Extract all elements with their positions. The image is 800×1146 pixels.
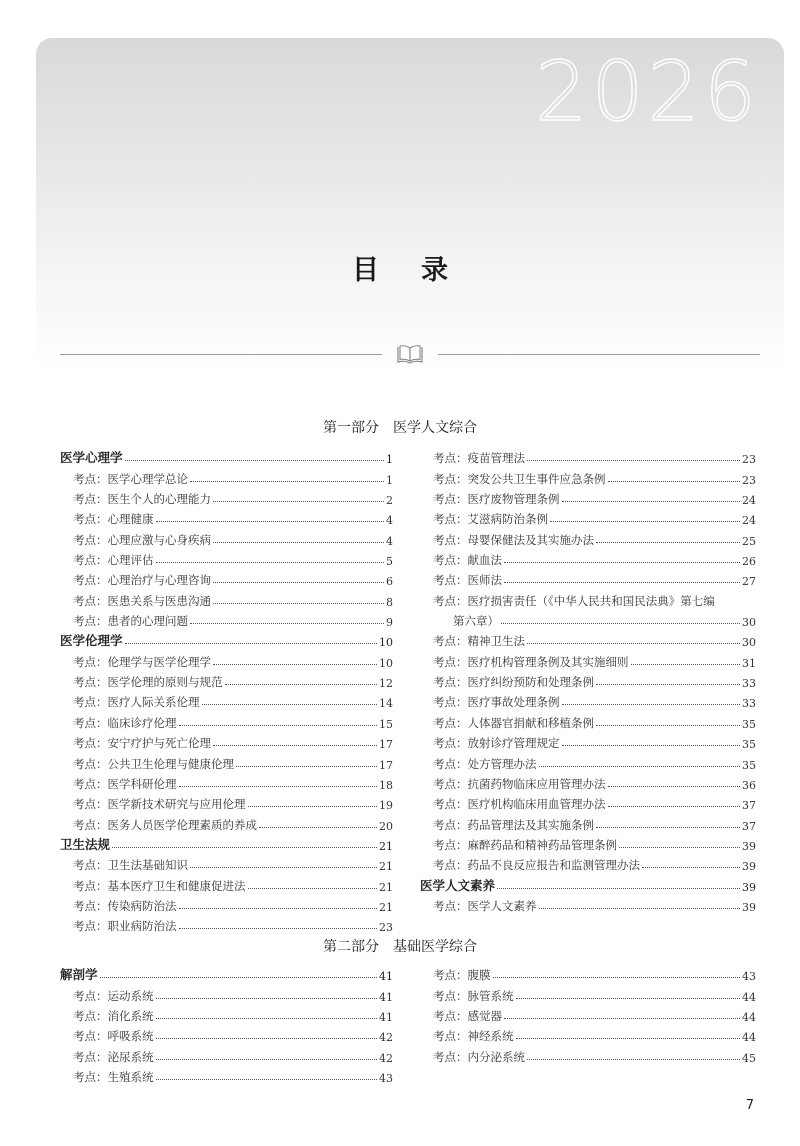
toc-entry-page: 10: [379, 656, 393, 670]
open-book-icon: [396, 343, 424, 365]
toc-entry-page: 30: [742, 636, 756, 650]
toc-dot-leader: [493, 977, 741, 978]
toc-topic-entry[interactable]: [60, 914, 393, 934]
toc-entry-label: 考点：医疗纠纷预防和处理条例: [433, 675, 594, 690]
toc-entry-label: 考点：呼吸系统: [73, 1029, 154, 1044]
divider-line-left: [60, 354, 382, 355]
toc-topic-entry[interactable]: [420, 751, 756, 771]
toc-dot-leader: [596, 542, 740, 543]
toc-topic-entry[interactable]: [420, 833, 756, 853]
toc-dot-leader: [179, 786, 378, 787]
toc-topic-entry[interactable]: [420, 548, 756, 568]
toc-dot-leader: [248, 888, 378, 889]
toc-entry-label: 考点：医疗事故处理条例: [433, 695, 560, 710]
toc-dot-leader: [112, 847, 377, 848]
toc-entry-label: 考点：献血法: [433, 553, 502, 568]
toc-entry-label: 第六章）: [453, 614, 499, 629]
toc-chapter-entry[interactable]: [60, 833, 393, 853]
toc-topic-entry[interactable]: [420, 894, 756, 914]
part-two-right-column: [420, 963, 756, 1065]
toc-topic-entry[interactable]: [420, 629, 756, 649]
toc-entry-label: 考点：人体器官捐献和移植条例: [433, 715, 594, 730]
toc-entry-label: 考点：母婴保健法及其实施办法: [433, 532, 594, 547]
toc-topic-entry[interactable]: [420, 963, 756, 983]
toc-dot-leader: [504, 1018, 740, 1019]
toc-entry-page: 5: [386, 555, 393, 569]
toc-topic-entry[interactable]: [420, 690, 756, 710]
toc-dot-leader: [608, 786, 741, 787]
toc-entry-label: 考点：医学新技术研究与应用伦理: [73, 797, 246, 812]
toc-topic-entry[interactable]: [420, 568, 756, 588]
toc-topic-entry[interactable]: [60, 1024, 393, 1044]
toc-dot-leader: [608, 806, 741, 807]
toc-dot-leader: [213, 664, 377, 665]
title-divider: [60, 343, 760, 365]
toc-entry-label: 考点：医疗机构临床用血管理办法: [433, 797, 606, 812]
toc-dot-leader: [125, 643, 377, 644]
toc-dot-leader: [497, 888, 740, 889]
part-one-left-column: [60, 446, 393, 934]
toc-entry-label: 医学伦理学: [60, 633, 123, 649]
toc-topic-entry[interactable]: [60, 527, 393, 547]
toc-entry-label: 考点：医务人员医学伦理素质的养成: [73, 817, 257, 832]
toc-entry-page: 24: [742, 514, 756, 528]
toc-entry-page: 2: [386, 494, 393, 508]
toc-topic-entry[interactable]: [60, 568, 393, 588]
toc-entry-label: 考点：运动系统: [73, 988, 154, 1003]
toc-entry-page: 14: [379, 697, 393, 711]
toc-dot-leader: [619, 847, 740, 848]
toc-dot-leader: [156, 1079, 378, 1080]
toc-entry-page: 25: [742, 534, 756, 548]
toc-entry-label: 考点：心理应激与心身疾病: [73, 532, 211, 547]
toc-dot-leader: [596, 827, 740, 828]
toc-topic-entry[interactable]: [420, 812, 756, 832]
toc-entry-label: 考点：安宁疗护与死亡伦理: [73, 736, 211, 751]
toc-dot-leader: [596, 684, 740, 685]
toc-entry-label: 考点：医疗废物管理条例: [433, 492, 560, 507]
toc-entry-label: 考点：传染病防治法: [73, 898, 177, 913]
part-two-title: 第二部分 基础医学综合: [323, 939, 477, 955]
toc-entry-page: 1: [386, 473, 393, 487]
toc-dot-leader: [527, 460, 740, 461]
toc-entry-label: 考点：患者的心理问题: [73, 614, 188, 629]
toc-topic-entry[interactable]: [420, 527, 756, 547]
toc-topic-entry[interactable]: [420, 1004, 756, 1024]
toc-topic-entry[interactable]: [60, 466, 393, 486]
toc-dot-leader: [179, 928, 378, 929]
toc-dot-leader: [516, 1038, 741, 1039]
toc-dot-leader: [562, 704, 741, 705]
toc-entry-page: 35: [742, 717, 756, 731]
toc-topic-entry[interactable]: [420, 983, 756, 1003]
toc-dot-leader: [156, 1038, 378, 1039]
toc-entry-label: 考点：药品不良反应报告和监测管理办法: [433, 858, 640, 873]
toc-entry-label: 考点：医患关系与医患沟通: [73, 593, 211, 608]
toc-chapter-entry[interactable]: [60, 446, 393, 466]
toc-topic-entry[interactable]: [60, 731, 393, 751]
toc-entry-page: 41: [379, 990, 393, 1004]
toc-entry-page: 37: [742, 799, 756, 813]
toc-entry-label: 考点：伦理学与医学伦理学: [73, 654, 211, 669]
toc-entry-label: 考点：放射诊疗管理规定: [433, 736, 560, 751]
toc-dot-leader: [156, 562, 385, 563]
toc-dot-leader: [501, 623, 740, 624]
toc-entry-label: 医学心理学: [60, 450, 123, 466]
toc-entry-page: 39: [742, 839, 756, 853]
toc-dot-leader: [213, 603, 384, 604]
toc-entry-label: 考点：医生个人的心理能力: [73, 492, 211, 507]
toc-dot-leader: [213, 542, 384, 543]
part-one-right-column: [420, 446, 756, 914]
toc-entry-page: 45: [742, 1051, 756, 1065]
toc-topic-entry[interactable]: [420, 446, 756, 466]
toc-dot-leader: [125, 460, 384, 461]
toc-dot-leader: [213, 745, 377, 746]
toc-entry-label: 考点：药品管理法及其实施条例: [433, 817, 594, 832]
toc-entry-page: 39: [742, 900, 756, 914]
toc-dot-leader: [562, 745, 741, 746]
toc-dot-leader: [259, 827, 377, 828]
toc-topic-entry[interactable]: [420, 466, 756, 486]
toc-entry-page: 27: [742, 575, 756, 589]
toc-entry-page: 39: [742, 880, 756, 894]
toc-entry-page: 18: [379, 778, 393, 792]
toc-topic-entry[interactable]: [60, 1065, 393, 1085]
toc-entry-page: 31: [742, 656, 756, 670]
toc-dot-leader: [156, 521, 385, 522]
toc-dot-leader: [156, 1059, 378, 1060]
toc-topic-entry[interactable]: [420, 507, 756, 527]
toc-dot-leader: [179, 908, 378, 909]
toc-entry-label: 考点：腹膜: [433, 968, 491, 983]
toc-topic-entry[interactable]: [420, 487, 756, 507]
toc-entry-label: 考点：医学伦理的原则与规范: [73, 675, 223, 690]
toc-entry-page: 12: [379, 677, 393, 691]
toc-dot-leader: [504, 562, 740, 563]
page-number: 7: [745, 1098, 754, 1113]
toc-entry-label: 考点：麻醉药品和精神药品管理条例: [433, 837, 617, 852]
toc-topic-entry[interactable]: [60, 588, 393, 608]
toc-entry-page: 33: [742, 677, 756, 691]
toc-entry-page: 20: [379, 819, 393, 833]
toc-dot-leader: [550, 521, 740, 522]
toc-dot-leader: [562, 501, 741, 502]
toc-dot-leader: [156, 1018, 378, 1019]
toc-entry-label: 考点：突发公共卫生事件应急条例: [433, 471, 606, 486]
toc-topic-entry[interactable]: [420, 670, 756, 690]
toc-entry-page: 4: [386, 534, 393, 548]
toc-dot-leader: [527, 643, 740, 644]
toc-entry-label: 考点：内分泌系统: [433, 1049, 525, 1064]
toc-topic-entry[interactable]: [60, 772, 393, 792]
toc-topic-entry[interactable]: [420, 731, 756, 751]
toc-topic-entry[interactable]: [420, 588, 756, 608]
toc-entry-label: 考点：卫生法基础知识: [73, 858, 188, 873]
toc-entry-page: 17: [379, 758, 393, 772]
toc-topic-entry[interactable]: [60, 670, 393, 690]
toc-dot-leader: [631, 664, 741, 665]
toc-entry-label: 考点：公共卫生伦理与健康伦理: [73, 756, 234, 771]
toc-entry-label: 考点：泌尿系统: [73, 1049, 154, 1064]
toc-topic-entry[interactable]: [60, 649, 393, 669]
divider-line-right: [438, 354, 760, 355]
toc-entry-page: 23: [379, 921, 393, 935]
toc-dot-leader: [527, 1059, 740, 1060]
toc-topic-entry[interactable]: [420, 1024, 756, 1044]
toc-entry-label: 考点：临床诊疗伦理: [73, 715, 177, 730]
toc-entry-page: 9: [386, 616, 393, 630]
toc-dot-leader: [213, 582, 384, 583]
toc-dot-leader: [236, 766, 377, 767]
toc-topic-entry[interactable]: [60, 487, 393, 507]
toc-entry-label: 考点：职业病防治法: [73, 919, 177, 934]
toc-entry-label: 考点：艾滋病防治条例: [433, 512, 548, 527]
toc-entry-label: 考点：神经系统: [433, 1029, 514, 1044]
toc-dot-leader: [190, 623, 384, 624]
toc-topic-entry[interactable]: [60, 983, 393, 1003]
toc-entry-label: 考点：处方管理办法: [433, 756, 537, 771]
toc-entry-label: 考点：心理健康: [73, 512, 154, 527]
toc-dot-leader: [190, 867, 377, 868]
toc-entry-page: 17: [379, 738, 393, 752]
toc-topic-entry[interactable]: [60, 894, 393, 914]
toc-entry-label: 考点：疫苗管理法: [433, 451, 525, 466]
header-band: [36, 38, 784, 368]
toc-entry-label: 考点：医师法: [433, 573, 502, 588]
toc-topic-entry[interactable]: [60, 507, 393, 527]
toc-chapter-entry[interactable]: [420, 873, 756, 893]
toc-dot-leader: [539, 766, 741, 767]
toc-entry-page: 23: [742, 473, 756, 487]
toc-topic-entry[interactable]: [420, 792, 756, 812]
toc-chapter-entry[interactable]: [60, 629, 393, 649]
toc-topic-entry[interactable]: [60, 853, 393, 873]
toc-entry-page: 42: [379, 1031, 393, 1045]
toc-entry-page: 44: [742, 1011, 756, 1025]
toc-dot-leader: [642, 867, 740, 868]
toc-entry-page: 44: [742, 1031, 756, 1045]
toc-entry-page: 23: [742, 453, 756, 467]
toc-entry-page: 21: [379, 860, 393, 874]
toc-dot-leader: [100, 977, 377, 978]
toc-entry-page: 35: [742, 758, 756, 772]
toc-entry-page: 41: [379, 970, 393, 984]
toc-entry-page: 37: [742, 819, 756, 833]
toc-topic-entry[interactable]: [60, 751, 393, 771]
toc-dot-leader: [202, 704, 378, 705]
toc-chapter-entry[interactable]: [60, 963, 393, 983]
toc-topic-entry[interactable]: [420, 609, 756, 629]
part-two-left-column: [60, 963, 393, 1085]
toc-entry-label: 考点：医疗机构管理条例及其实施细则: [433, 654, 629, 669]
toc-entry-label: 卫生法规: [60, 836, 111, 852]
toc-topic-entry[interactable]: [420, 649, 756, 669]
toc-entry-label: 考点：医疗损害责任（《中华人民共和国民法典》第七编: [433, 593, 715, 608]
toc-dot-leader: [539, 908, 741, 909]
toc-entry-label: 考点：心理评估: [73, 553, 154, 568]
toc-topic-entry[interactable]: [60, 1044, 393, 1064]
toc-entry-page: 42: [379, 1051, 393, 1065]
page-title: 目录: [352, 255, 490, 286]
toc-dot-leader: [504, 582, 740, 583]
toc-entry-page: 30: [742, 616, 756, 630]
toc-entry-label: 解剖学: [60, 967, 98, 983]
toc-topic-entry[interactable]: [60, 792, 393, 812]
toc-entry-page: 26: [742, 555, 756, 569]
toc-entry-page: 33: [742, 697, 756, 711]
toc-entry-page: 10: [379, 636, 393, 650]
toc-entry-label: 考点：医学心理学总论: [73, 471, 188, 486]
toc-entry-label: 考点：抗菌药物临床应用管理办法: [433, 776, 606, 791]
toc-dot-leader: [596, 725, 740, 726]
toc-topic-entry[interactable]: [60, 812, 393, 832]
toc-entry-label: 考点：消化系统: [73, 1009, 154, 1024]
toc-entry-page: 21: [379, 900, 393, 914]
toc-dot-leader: [608, 481, 741, 482]
toc-dot-leader: [179, 725, 378, 726]
toc-entry-page: 6: [386, 575, 393, 589]
toc-topic-entry[interactable]: [60, 548, 393, 568]
toc-dot-leader: [213, 501, 384, 502]
toc-entry-label: 考点：医学人文素养: [433, 898, 537, 913]
toc-entry-page: 43: [742, 970, 756, 984]
toc-topic-entry[interactable]: [420, 1044, 756, 1064]
toc-entry-label: 考点：心理治疗与心理咨询: [73, 573, 211, 588]
toc-entry-page: 24: [742, 494, 756, 508]
toc-entry-label: 考点：医疗人际关系伦理: [73, 695, 200, 710]
toc-entry-page: 41: [379, 1011, 393, 1025]
toc-entry-page: 35: [742, 738, 756, 752]
toc-entry-page: 8: [386, 595, 393, 609]
toc-topic-entry[interactable]: [420, 853, 756, 873]
toc-dot-leader: [190, 481, 384, 482]
toc-entry-label: 考点：精神卫生法: [433, 634, 525, 649]
toc-topic-entry[interactable]: [60, 1004, 393, 1024]
toc-entry-page: 1: [386, 453, 393, 467]
toc-topic-entry[interactable]: [60, 873, 393, 893]
part-one-title: 第一部分 医学人文综合: [323, 420, 477, 436]
toc-entry-page: 21: [379, 880, 393, 894]
toc-entry-page: 39: [742, 860, 756, 874]
toc-entry-page: 36: [742, 778, 756, 792]
toc-dot-leader: [516, 998, 741, 999]
toc-topic-entry[interactable]: [60, 609, 393, 629]
toc-dot-leader: [156, 998, 378, 999]
toc-dot-leader: [225, 684, 378, 685]
toc-entry-label: 考点：感觉器: [433, 1009, 502, 1024]
toc-entry-page: 4: [386, 514, 393, 528]
year-watermark: 2026: [535, 45, 760, 140]
toc-topic-entry[interactable]: [60, 690, 393, 710]
toc-entry-label: 考点：脉管系统: [433, 988, 514, 1003]
toc-topic-entry[interactable]: [420, 772, 756, 792]
toc-entry-page: 44: [742, 990, 756, 1004]
toc-entry-page: 43: [379, 1072, 393, 1086]
toc-entry-label: 考点：基本医疗卫生和健康促进法: [73, 878, 246, 893]
toc-topic-entry[interactable]: [60, 710, 393, 730]
toc-entry-label: 考点：医学科研伦理: [73, 776, 177, 791]
toc-topic-entry[interactable]: [420, 710, 756, 730]
toc-dot-leader: [248, 806, 378, 807]
toc-entry-label: 医学人文素养: [420, 877, 496, 893]
toc-entry-label: 考点：生殖系统: [73, 1070, 154, 1085]
toc-entry-page: 21: [379, 839, 393, 853]
toc-entry-page: 15: [379, 717, 393, 731]
toc-entry-page: 19: [379, 799, 393, 813]
